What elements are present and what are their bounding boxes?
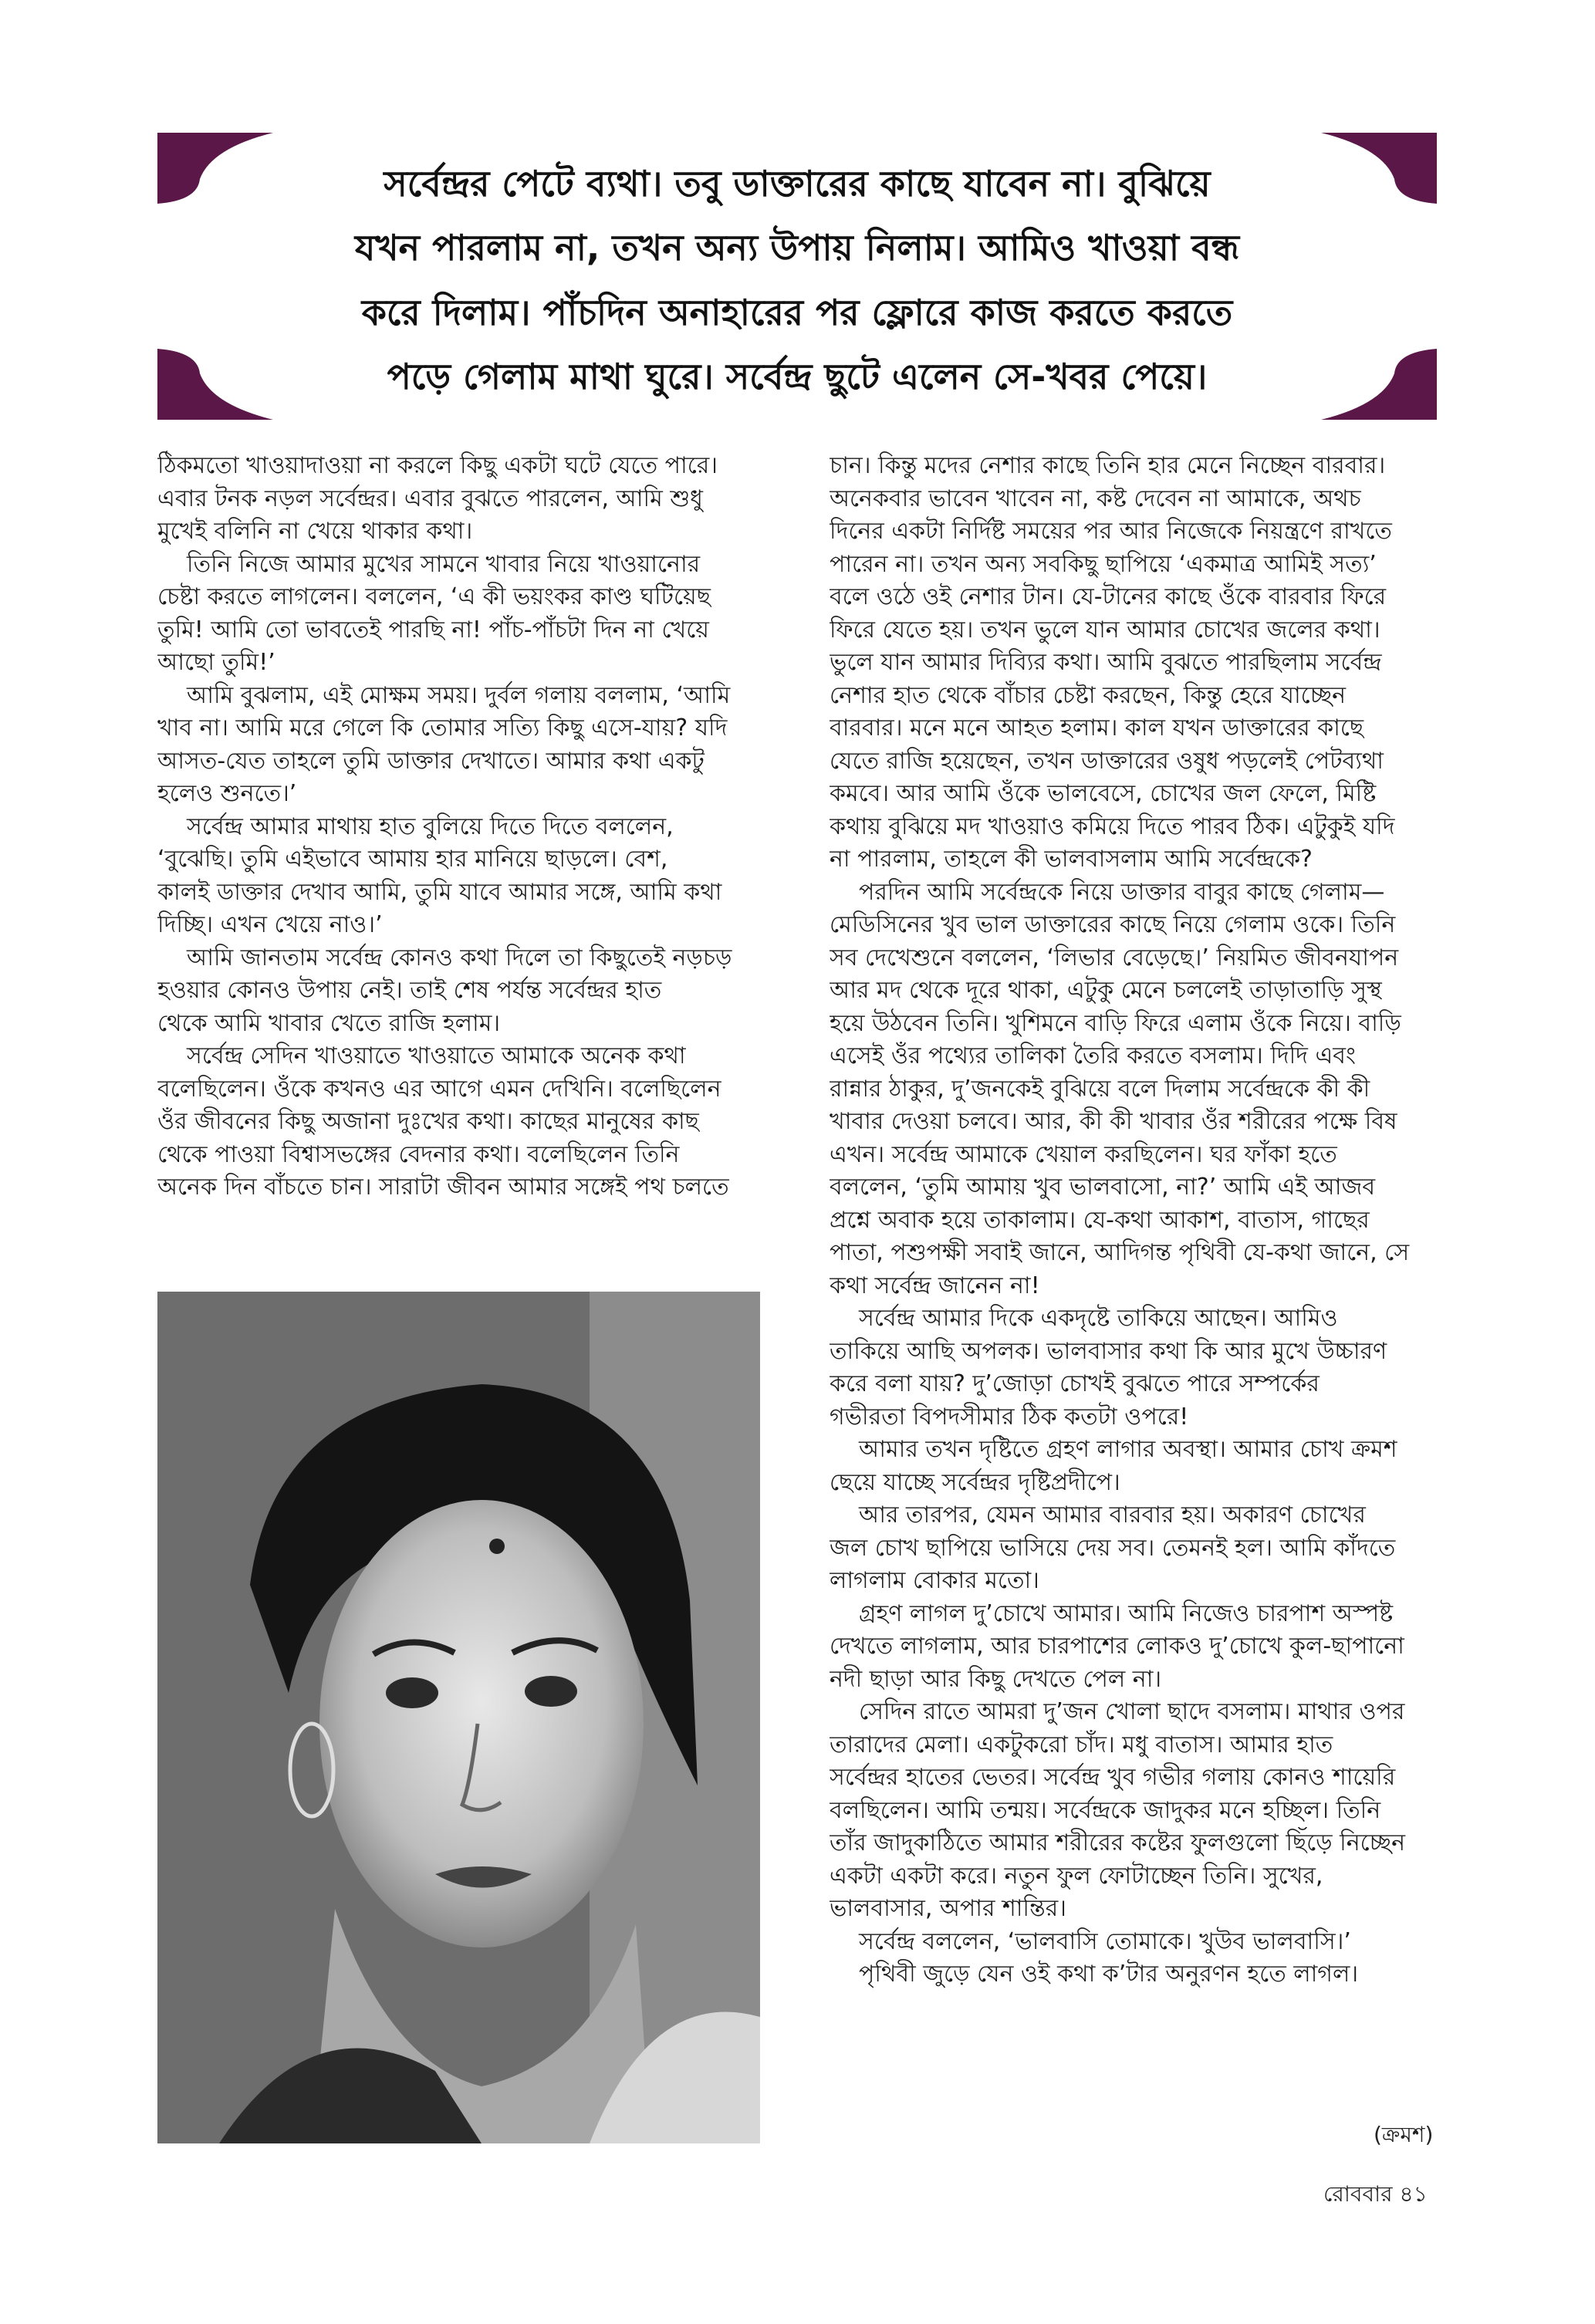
text-line: এবার টনক নড়ল সর্বেন্দ্রর। এবার বুঝতে পারলেন, আমি শুধু xyxy=(157,485,703,512)
text-line: সর্বেন্দ্রর হাতের ভেতর। সর্বেন্দ্র খুব গভীর গলায় কোনও শায়েরি xyxy=(830,1764,1396,1791)
text-line: দেখতে লাগলাম, আর চারপাশের লোকও দু’চোখে কুল-ছাপানো xyxy=(830,1633,1404,1660)
text-line: আমি জানতাম সর্বেন্দ্র কোনও কথা দিলে তা কিছুতেই নড়চড় xyxy=(187,944,732,971)
text-line: নদী ছাড়া আর কিছু দেখতে পেল না। xyxy=(830,1665,1162,1693)
text-line: দিনের একটা নির্দিষ্ট সময়ের পর আর নিজেকে নিয়ন্ত্রণে রাখতে xyxy=(830,518,1392,545)
text-line: কথায় বুঝিয়ে মদ খাওয়াও কমিয়ে দিতে পারব ঠিক। এটুকুই যদি xyxy=(830,812,1395,840)
text-line: প্রশ্নে অবাক হয়ে তাকালাম। যে-কথা আকাশ, বাতাস, গাছের xyxy=(830,1206,1370,1234)
text-line: তুমি! আমি তো ভাবতেই পারছি না! পাঁচ-পাঁচটা দিন না খেয়ে xyxy=(157,616,709,643)
portrait-photo xyxy=(157,1292,760,2143)
text-line: যেতে রাজি হয়েছেন, তখন ডাক্তারের ওষুধ পড়লেই পেটব্যথা xyxy=(830,747,1384,775)
pull-quote-line: যখন পারলাম না, তখন অন্য উপায় নিলাম। আমিও খাওয়া বন্ধ xyxy=(354,227,1240,269)
text-line: খাবার দেওয়া চলবে। আর, কী কী খাবার ওঁর শরীরের পক্ষে বিষ xyxy=(830,1108,1397,1135)
article-column-right xyxy=(830,450,1447,1991)
text-line: একটা একটা করে। নতুন ফুল ফোটাচ্ছেন তিনি। সুখের, xyxy=(830,1862,1323,1890)
text-line: আর মদ থেকে দূরে থাকা, এটুকু মেনে চললেই তাড়াতাড়ি সুস্থ xyxy=(830,977,1382,1004)
text-line: ঠিকমতো খাওয়াদাওয়া না করলে কিছু একটা ঘটে যেতে পারে। xyxy=(157,452,718,479)
text-line: মুখেই বলিনি না খেয়ে থাকার কথা। xyxy=(157,518,473,545)
text-line: থেকে আমি খাবার খেতে রাজি হলাম। xyxy=(157,1009,501,1037)
text-line: কালই ডাক্তার দেখাব আমি, তুমি যাবে আমার সঙ্গে, আমি কথা xyxy=(157,878,722,906)
pull-quote-line: করে দিলাম। পাঁচদিন অনাহারের পর ফ্লোরে কাজ করতে করতে xyxy=(361,291,1233,333)
text-line: বলেছিলেন। ওঁকে কখনও এর আগে এমন দেখিনি। বলেছিলেন xyxy=(157,1075,721,1103)
text-line: তাঁর জাদুকাঠিতে আমার শরীরের কষ্টের ফুলগুলো ছিঁড়ে নিচ্ছেন xyxy=(830,1829,1405,1856)
text-line: এখন। সর্বেন্দ্র আমাকে খেয়াল করছিলেন। ঘর ফাঁকা হতে xyxy=(830,1140,1337,1168)
text-line: পারেন না। তখন অন্য সবকিছু ছাপিয়ে ‘একমাত্র আমিই সত্য’ xyxy=(830,550,1377,578)
text-line: নেশার হাত থেকে বাঁচার চেষ্টা করছেন, কিন্তু হেরে যাচ্ছেন xyxy=(830,681,1347,709)
text-line: করে বলা যায়? দু’জোড়া চোখই বুঝতে পারে সম্পর্কের xyxy=(830,1370,1320,1397)
text-line: জল চোখ ছাপিয়ে ভাসিয়ে দেয় সব। তেমনই হল। আমি কাঁদতে xyxy=(830,1534,1396,1562)
text-line: খাব না। আমি মরে গেলে কি তোমার সত্যি কিছু এসে-যায়? যদি xyxy=(157,714,728,741)
text-line: সর্বেন্দ্র আমার মাথায় হাত বুলিয়ে দিতে দিতে বললেন, xyxy=(187,812,674,840)
text-line: গ্রহণ লাগল দু’চোখে আমার। আমি নিজেও চারপাশ অস্পষ্ট xyxy=(859,1599,1394,1627)
text-line: সর্বেন্দ্র আমার দিকে একদৃষ্টে তাকিয়ে আছেন। আমিও xyxy=(859,1305,1338,1332)
text-line: পরদিন আমি সর্বেন্দ্রকে নিয়ে ডাক্তার বাবুর কাছে গেলাম— xyxy=(859,878,1385,906)
text-line: গভীরতা বিপদসীমার ঠিক কতটা ওপরে! xyxy=(830,1403,1189,1431)
text-line: বলে ওঠে ওই নেশার টান। যে-টানের কাছে ওঁকে বারবার ফিরে xyxy=(830,583,1387,610)
text-line: কমবে। আর আমি ওঁকে ভালবেসে, চোখের জল ফেলে, মিষ্টি xyxy=(830,780,1377,807)
text-line: ফিরে যেতে হয়। তখন ভুলে যান আমার চোখের জলের কথা। xyxy=(830,616,1380,643)
text-line: অনেকবার ভাবেন খাবেন না, কষ্ট দেবেন না আমাকে, অথচ xyxy=(830,485,1361,512)
text-line: আসত-যেত তাহলে তুমি ডাক্তার দেখাতে। আমার কথা একটু xyxy=(157,747,705,775)
text-line: আমার তখন দৃষ্টিতে গ্রহণ লাগার অবস্থা। আমার চোখ ক্রমশ xyxy=(859,1436,1397,1463)
text-line: কথা সর্বেন্দ্র জানেন না! xyxy=(830,1272,1040,1299)
text-line: চান। কিন্তু মদের নেশার কাছে তিনি হার মেনে নিচ্ছেন বারবার। xyxy=(830,452,1386,479)
text-line: আছো তুমি!’ xyxy=(157,649,275,676)
text-line: চেষ্টা করতে লাগলেন। বললেন, ‘এ কী ভয়ংকর কাণ্ড ঘটিয়েছ xyxy=(157,583,711,610)
pull-quote-text xyxy=(250,156,1344,404)
text-line: বললেন, ‘তুমি আমায় খুব ভালবাসো, না?’ আমি এই আজব xyxy=(830,1174,1376,1201)
text-line: তিনি নিজে আমার মুখের সামনে খাবার নিয়ে খাওয়ানোর xyxy=(187,550,701,578)
text-line: ‘বুঝেছি। তুমি এইভাবে আমায় হার মানিয়ে ছাড়লে। বেশ, xyxy=(157,846,668,873)
text-line: অনেক দিন বাঁচতে চান। সারাটা জীবন আমার সঙ্গেই পথ চলতে xyxy=(157,1174,729,1201)
text-line: দিচ্ছি। এখন খেয়ে নাও।’ xyxy=(157,911,383,938)
article-column-left xyxy=(157,450,762,1204)
text-line: হওয়ার কোনও উপায় নেই। তাই শেষ পর্যন্ত সর্বেন্দ্রর হাত xyxy=(157,977,662,1004)
text-line: না পারলাম, তাহলে কী ভালবাসলাম আমি সর্বেন্দ্রকে? xyxy=(830,846,1313,873)
text-line: হয়ে উঠবেন তিনি। খুশিমনে বাড়ি ফিরে এলাম ওঁকে নিয়ে। বাড়ি xyxy=(830,1009,1401,1037)
text-line: আর তারপর, যেমন আমার বারবার হয়। অকারণ চোখের xyxy=(859,1501,1366,1529)
continued-label: (ক্রমশ) xyxy=(1374,2122,1434,2147)
text-line: তারাদের মেলা। একটুকরো চাঁদ। মধু বাতাস। আমার হাত xyxy=(830,1731,1333,1758)
pull-quote-line: সর্বেন্দ্রর পেটে ব্যথা। তবু ডাক্তারের কাছে যাবেন না। বুঝিয়ে xyxy=(384,163,1211,204)
text-line: ছেয়ে যাচ্ছে সর্বেন্দ্রর দৃষ্টিপ্রদীপে। xyxy=(830,1468,1120,1496)
text-line: ওঁর জীবনের কিছু অজানা দুঃখের কথা। কাছের মানুষের কাছ xyxy=(157,1108,699,1135)
text-line: সেদিন রাতে আমরা দু’জন খোলা ছাদে বসলাম। মাথার ওপর xyxy=(859,1698,1405,1725)
text-line: আমি বুঝলাম, এই মোক্ষম সময়। দুর্বল গলায় বললাম, ‘আমি xyxy=(187,681,731,709)
text-line: সর্বেন্দ্র বললেন, ‘ভালবাসি তোমাকে। খুউব ভালবাসি।’ xyxy=(859,1927,1351,1955)
text-line: সব দেখেশুনে বললেন, ‘লিভার বেড়েছে।’ নিয়মিত জীবনযাপন xyxy=(830,944,1399,971)
text-line: মেডিসিনের খুব ভাল ডাক্তারের কাছে নিয়ে গেলাম ওকে। তিনি xyxy=(830,911,1396,938)
pull-quote xyxy=(157,133,1437,420)
text-line: তাকিয়ে আছি অপলক। ভালবাসার কথা কি আর মুখে উচ্চারণ xyxy=(830,1337,1387,1365)
text-line: ভুলে যান আমার দিব্যির কথা। আমি বুঝতে পারছিলাম সর্বেন্দ্র xyxy=(830,649,1382,676)
text-line: এসেই ওঁর পথ্যের তালিকা তৈরি করতে বসলাম। দিদি এবং xyxy=(830,1042,1356,1069)
text-line: সর্বেন্দ্র সেদিন খাওয়াতে খাওয়াতে আমাকে অনেক কথা xyxy=(187,1042,686,1069)
text-line: লাগলাম বোকার মতো। xyxy=(830,1567,1039,1594)
text-line: থেকে পাওয়া বিশ্বাসভঙ্গের বেদনার কথা। বলেছিলেন তিনি xyxy=(157,1140,680,1168)
text-line: বারবার। মনে মনে আহত হলাম। কাল যখন ডাক্তারের কাছে xyxy=(830,714,1364,741)
page-footer: রোববার ৪১ xyxy=(1323,2181,1428,2207)
text-line: পৃথিবী জুড়ে যেন ওই কথা ক’টার অনুরণন হতে লাগল। xyxy=(859,1961,1359,1988)
text-line: বলছিলেন। আমি তন্ময়। সর্বেন্দ্রকে জাদুকর মনে হচ্ছিল। তিনি xyxy=(830,1796,1381,1824)
text-line: রান্নার ঠাকুর, দু’জনকেই বুঝিয়ে বলে দিলাম সর্বেন্দ্রকে কী কী xyxy=(830,1075,1370,1103)
text-line: পাতা, পশুপক্ষী সবাই জানে, আদিগন্ত পৃথিবী যে-কথা জানে, সে xyxy=(830,1239,1410,1266)
pull-quote-line: পড়ে গেলাম মাথা ঘুরে। সর্বেন্দ্র ছুটে এলেন সে-খবর পেয়ে। xyxy=(387,355,1208,397)
text-line: হলেও শুনতে।’ xyxy=(157,780,297,807)
text-line: ভালবাসার, অপার শান্তির। xyxy=(830,1895,1066,1922)
